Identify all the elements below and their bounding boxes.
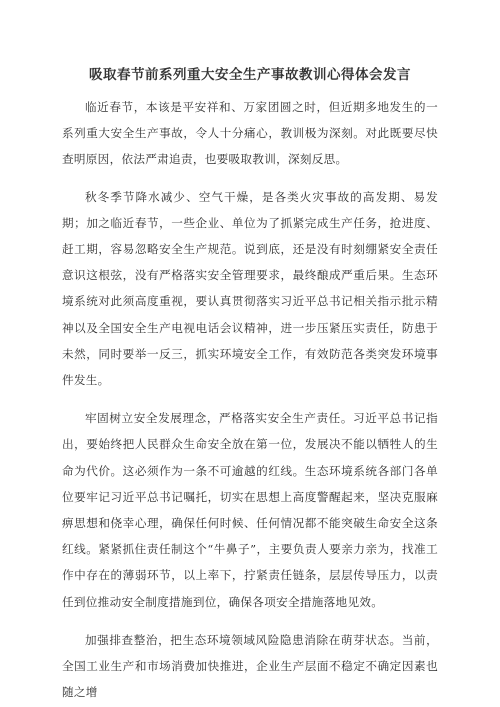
paragraph-4: 加强排查整治，把生态环境领域风险隐患消除在萌芽状态。当前，全国工业生产和市场消费加快推进，企业生产层面不稳定不确定因素也随之增	[62, 632, 438, 700]
paragraph-3: 牢固树立安全发展理念，严格落实安全生产责任。习近平总书记指出，要始终把人民群众生命安全放在第一位，发展决不能以牺牲人的生命为代价。这必须作为一条不可逾越的红线。生态环境系统各部门各单位要牢记习近平总书记嘱托，切实在思想上高度警醒起来，坚决克服麻痹思想和侥幸心理，确保任何时候、任何情况都不能突破生命安全这条红线。紧紧抓住责任制这个“牛鼻子”，主要负责人要亲力亲为，找准工作中存在的薄弱环节，以上率下，拧紧责任链条，层层传导压力，以责任到位推动安全制度措施到位，确保各项安全措施落地见效。	[62, 411, 438, 609]
paragraph-2: 秋冬季节降水减少、空气干燥，是各类火灾事故的高发期、易发期；加之临近春节，一些企业、单位为了抓紧完成生产任务，抢进度、赶工期，容易忽略安全生产规范。说到底，还是没有时刻绷紧安全责任意识这根弦，没有严格落实安全管理要求，最终酿成严重后果。生态环境系统对此须高度重视，要认真贯彻落实习近平总书记相关指示批示精神以及全国安全生产电视电话会议精神，进一步压紧压实责任，防患于未然，同时要举一反三，抓实环境安全工作，有效防范各类突发环境事件发生。	[62, 189, 438, 388]
document-title: 吸取春节前系列重大安全生产事故教训心得体会发言	[89, 67, 411, 83]
document-body	[62, 94, 438, 705]
paragraph-1: 临近春节，本该是平安祥和、万家团圆之时，但近期多地发生的一系列重大安全生产事故，令人十分痛心，教训极为深刻。对此既要尽快查明原因，依法严肃追责，也要吸取教训，深刻反思。	[62, 100, 438, 167]
